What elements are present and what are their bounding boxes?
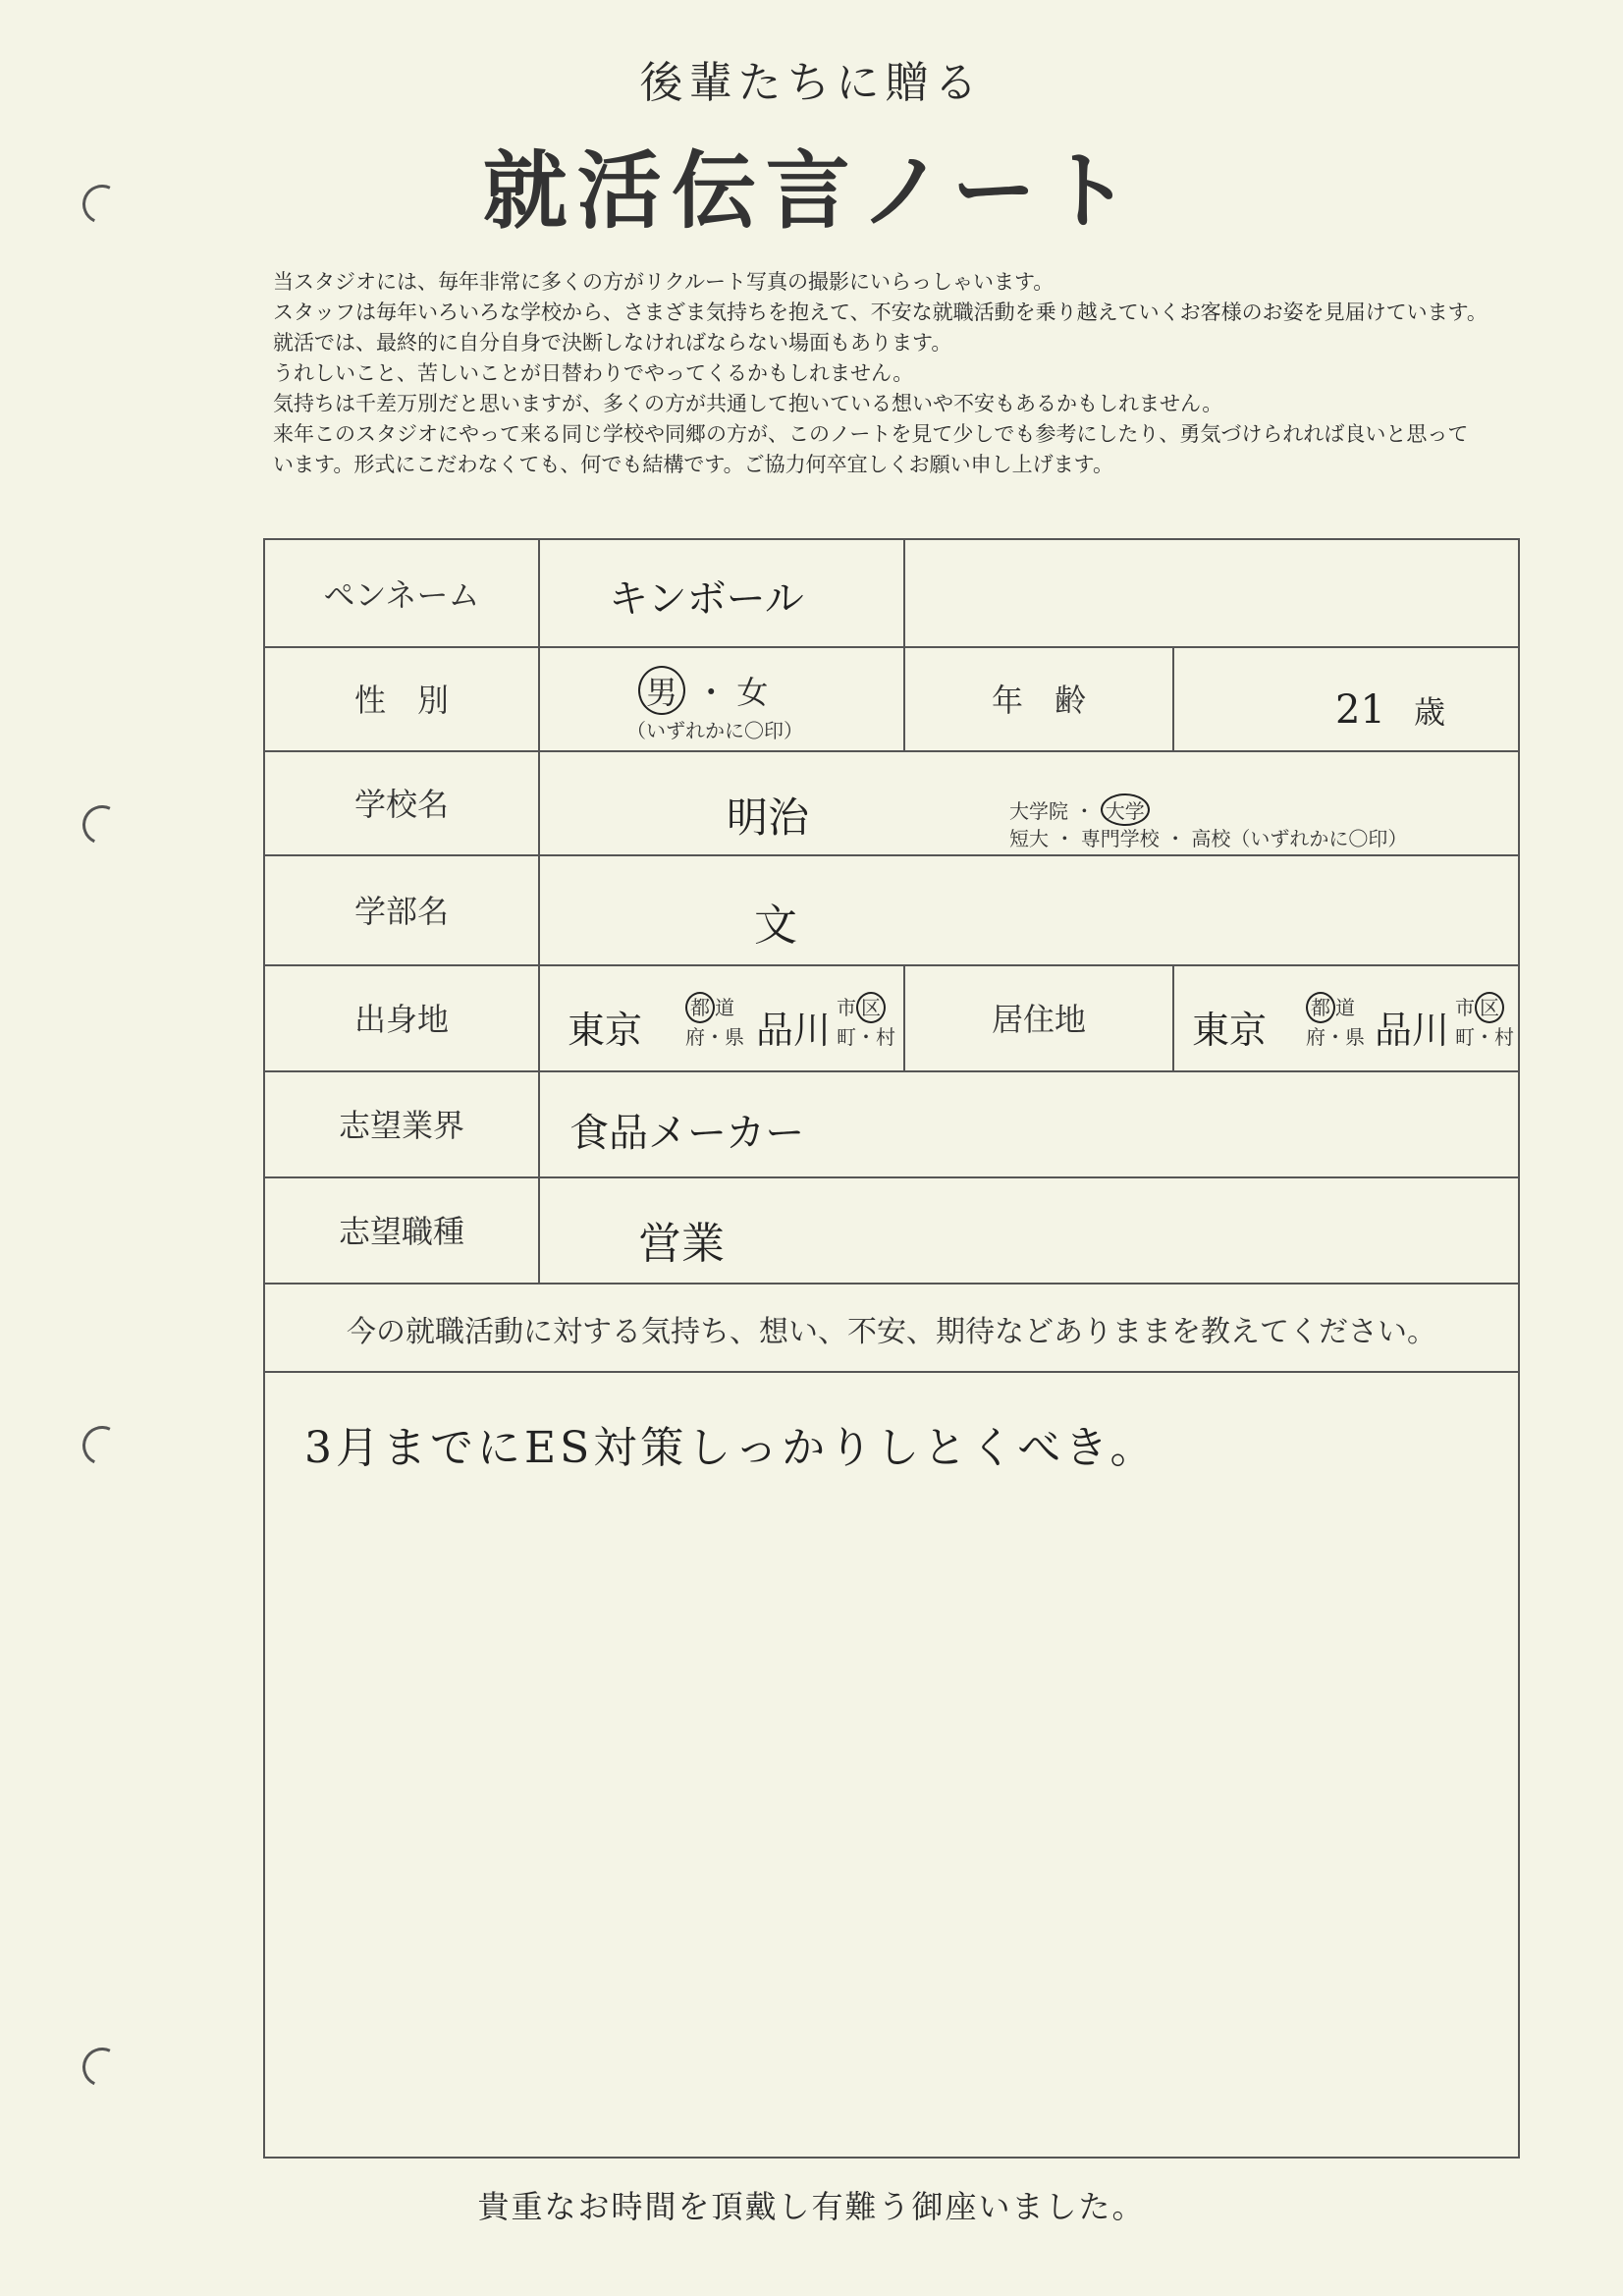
residence-pref-suffix: 都 道 府・県: [1306, 992, 1365, 1051]
age-entry: [1335, 687, 1445, 733]
age-unit: 歳: [1414, 693, 1446, 731]
intro-line: 就活では、最終的に自分自身で決断しなければならない場面もあります。: [273, 331, 952, 355]
gender-separator: ・: [695, 674, 728, 711]
age-value: 21: [1335, 687, 1385, 733]
hometown-pref-suffix: 都 道 府・県: [685, 992, 744, 1051]
intro-line: 来年このスタジオにやって来る同じ学校や同郷の方が、このノートを見て少しでも参考にしたり、勇気づけられれば良いと思って: [273, 422, 1469, 446]
answer-area: [263, 1373, 1520, 2159]
gender-male-circled: 男: [638, 666, 685, 715]
faculty-label: 学部名: [353, 893, 449, 930]
industry-label: 志望業界: [338, 1107, 464, 1144]
answer-text: 3月までにES対策しっかりしとくべき。: [304, 1423, 1158, 1473]
gender-label: 性 別: [353, 682, 449, 719]
job-label: 志望職種: [338, 1213, 464, 1250]
intro-line: スタッフは毎年いろいろな学校から、さまざま気持ちを抱えて、不安な就職活動を乗り越えていくお客様のお姿を見届けています。: [273, 301, 1488, 324]
job-value: 営業: [638, 1219, 725, 1269]
intro-line: います。形式にこだわなくても、何でも結構です。ご協力何卒宜しくお願い申し上げます。: [273, 453, 1113, 476]
pen-name-value: キンボール: [609, 576, 804, 622]
age-label: 年 齢: [991, 682, 1086, 719]
page-title: 就活伝言ノート: [482, 142, 1141, 241]
school-options-line2: 短大 ・ 専門学校 ・ 高校（いずれかに〇印）: [1009, 827, 1408, 850]
residence-label: 居住地: [991, 1001, 1086, 1038]
punch-hole: [77, 799, 127, 849]
profile-form: [263, 538, 1520, 1373]
residence-city-suffix: 市 区 町・村: [1455, 992, 1514, 1051]
intro-line: うれしいこと、苦しいことが日替わりでやってくるかもしれません。: [273, 361, 914, 385]
school-value: 明治: [727, 793, 810, 842]
pen-name-label: ペンネーム: [323, 576, 480, 614]
hometown-city: 品川: [756, 1009, 832, 1052]
school-univ-circled: 大学: [1101, 793, 1150, 826]
punch-hole: [77, 2042, 127, 2092]
gender-options: [638, 666, 768, 715]
closing-message: 貴重なお時間を頂戴し有難う御座いました。: [477, 2188, 1146, 2225]
gender-note: （いずれかに〇印）: [626, 719, 803, 742]
school-options-line1: 大学院 ・ 大学: [1009, 793, 1150, 826]
hometown-label: 出身地: [353, 1001, 449, 1038]
intro-text: [273, 267, 1598, 480]
hometown-pref: 東京: [568, 1009, 643, 1052]
feelings-prompt: 今の就職活動に対する気持ち、想い、不安、期待などありままを教えてください。: [347, 1315, 1436, 1349]
faculty-value: 文: [754, 901, 797, 951]
industry-value: 食品メーカー: [569, 1111, 805, 1156]
residence-pref: 東京: [1192, 1009, 1268, 1052]
punch-hole: [77, 1420, 127, 1470]
school-label: 学校名: [353, 786, 449, 823]
hometown-city-suffix: 市 区 町・村: [837, 992, 895, 1051]
intro-line: 当スタジオには、毎年非常に多くの方がリクルート写真の撮影にいらっしゃいます。: [273, 270, 1055, 294]
residence-city: 品川: [1375, 1009, 1450, 1052]
page-subtitle: 後輩たちに贈る: [639, 58, 984, 108]
intro-line: 気持ちは千差万別だと思いますが、多くの方が共通して抱いている想いや不安もあるかもしれません。: [273, 392, 1223, 415]
gender-female: 女: [736, 674, 769, 711]
